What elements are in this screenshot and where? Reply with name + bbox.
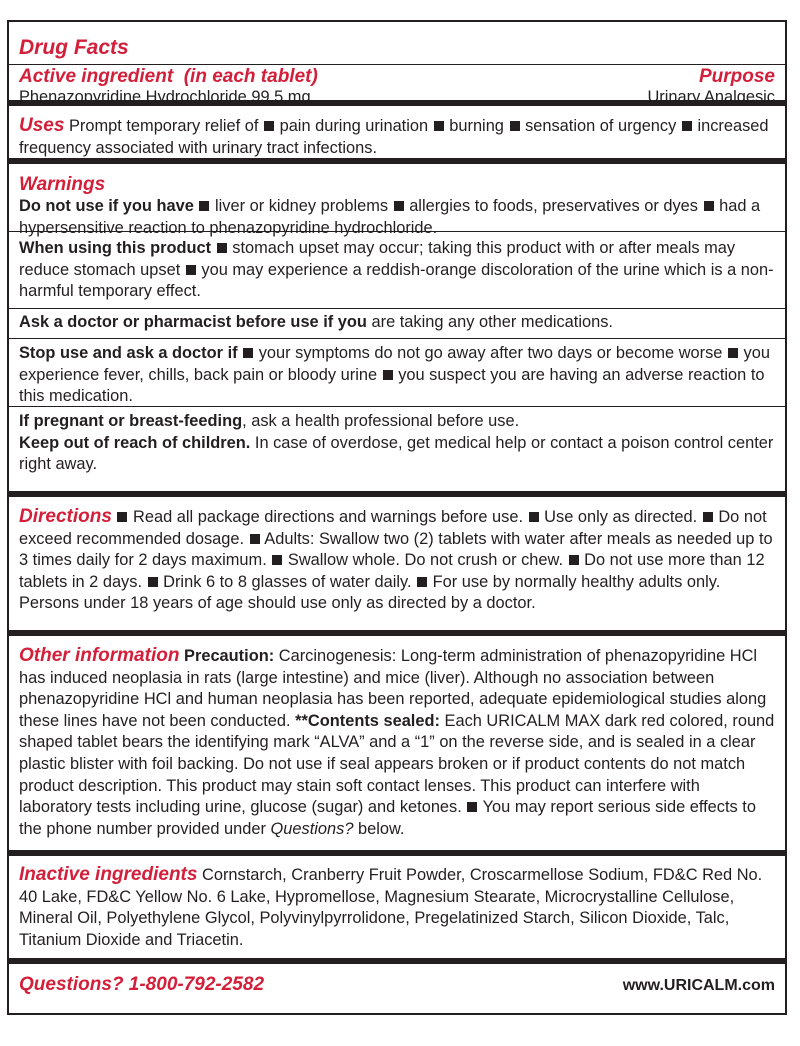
bullet-icon <box>703 512 713 522</box>
direction-item: Do not exceed recommended dosage. <box>19 508 767 548</box>
website-url: www.URICALM.com <box>622 977 775 994</box>
active-ingredient-header-row <box>19 66 775 88</box>
ingredient-name: Phenazopyridine Hydrochloride 99.5 mg <box>19 88 311 106</box>
precaution-text: Carcinogenesis: Long-term administration of phenazopyridine HCl has induced neoplasia in rats (large intestine) and mice (liver). Although no association between phenazopyridine HCl and human neoplasia has been reported, adequate epidemiological studies along these lines have not been conducted. <box>19 647 767 730</box>
warnings-pregnant-keep <box>9 407 785 476</box>
active-ingredient-label: Active ingredient <box>19 66 174 87</box>
warning-item: stomach upset may occur; taking this product with or after meals may reduce stomach upset <box>19 239 736 279</box>
uses-text <box>19 115 775 159</box>
bullet-icon <box>569 555 579 565</box>
bullet-icon <box>704 201 714 211</box>
uses-item: pain during urination <box>279 117 429 135</box>
bullet-icon <box>117 512 127 522</box>
bullet-icon <box>199 201 209 211</box>
uses-item: sensation of urgency <box>525 117 677 135</box>
direction-item: Swallow whole. Do not crush or chew. <box>287 551 564 570</box>
direction-item: Read all package directions and warnings before use. <box>133 508 524 526</box>
active-ingredient-qualifier: (in each tablet) <box>183 66 318 87</box>
directions-heading: Directions <box>19 506 112 527</box>
leader-dots: ..................................................................... <box>314 88 629 106</box>
uses-intro: Prompt temporary relief of <box>68 117 259 135</box>
drug-facts-panel <box>7 20 787 1015</box>
uses-heading: Uses <box>19 115 65 136</box>
directions-section <box>9 497 785 636</box>
bullet-icon <box>682 121 692 131</box>
other-information-text <box>19 645 775 840</box>
warning-item: you suspect you are having an adverse reaction to this medication. <box>19 365 765 406</box>
direction-item: Do not use more than 12 tablets in 2 days. <box>19 551 765 591</box>
uses-item: burning <box>449 117 504 135</box>
drug-facts-title: Drug Facts <box>9 36 785 65</box>
bullet-icon <box>186 265 196 275</box>
directions-text <box>19 506 775 615</box>
ask-doctor-body: are taking any other medications. <box>371 313 613 331</box>
bullet-icon <box>728 348 738 358</box>
inactive-ingredients-text <box>19 864 775 951</box>
bullet-icon <box>272 555 282 565</box>
pregnant-text <box>19 411 775 433</box>
purpose-label: Purpose <box>698 66 775 87</box>
keep-out-body: In case of overdose, get medical help or contact a poison control center right away. <box>19 433 774 474</box>
ask-doctor-text <box>19 312 775 334</box>
warnings-ask-doctor <box>9 309 785 339</box>
warning-item: you may experience a reddish-orange discoloration of the urine which is a non-harmful temporary effect. <box>19 260 774 301</box>
active-ingredient-heading <box>19 66 318 88</box>
keep-out-text <box>19 433 775 476</box>
uses-section <box>9 106 785 164</box>
ask-doctor-label: Ask a doctor or pharmacist before use if you <box>19 313 367 331</box>
direction-item: For use by normally healthy adults only. Persons under 18 years of age should use only as directed by a doctor. <box>19 572 721 613</box>
bullet-icon <box>217 243 227 253</box>
bullet-icon <box>394 201 404 211</box>
report-end: below. <box>358 819 405 838</box>
warning-item: had a hypersensitive reaction to phenazopyridine hydrochloride. <box>19 197 761 237</box>
do-not-use-label: Do not use if you have <box>19 197 194 215</box>
bullet-icon <box>383 370 393 380</box>
bullet-icon <box>434 121 444 131</box>
bullet-icon <box>148 577 158 587</box>
keep-out-label: Keep out of reach of children. <box>19 433 251 452</box>
bullet-icon <box>510 121 520 131</box>
warnings-section <box>9 164 785 497</box>
pregnant-label: If pregnant or breast-feeding <box>19 412 243 430</box>
bullet-icon <box>264 121 274 131</box>
when-using-label: When using this product <box>19 239 212 257</box>
questions-phone: Questions? 1-800-792-2582 <box>19 974 265 995</box>
other-information-heading: Other information <box>19 645 180 666</box>
inactive-ingredients-heading: Inactive ingredients <box>19 864 198 885</box>
bullet-icon <box>529 512 539 522</box>
when-using-text <box>19 238 775 303</box>
warning-item: allergies to foods, preservatives or dyes <box>409 197 698 215</box>
warnings-when-using <box>9 232 785 309</box>
bullet-icon <box>250 534 260 544</box>
warning-item: your symptoms do not go away after two days or become worse <box>258 344 723 362</box>
stop-use-label: Stop use and ask a doctor if <box>19 344 238 362</box>
other-information-section <box>9 636 785 856</box>
pregnant-body: , ask a health professional before use. <box>242 412 520 430</box>
contents-sealed-label: **Contents sealed: <box>295 711 440 730</box>
direction-item: Adults: Swallow two (2) tablets with water after meals as needed up to 3 times daily for 2 days maximum. <box>19 529 773 570</box>
warning-item: liver or kidney problems <box>214 197 389 215</box>
footer-row <box>9 964 785 996</box>
ingredient-purpose: Urinary Analgesic <box>647 88 775 106</box>
inactive-ingredients-section <box>9 856 785 964</box>
stop-use-text <box>19 343 775 408</box>
bullet-icon <box>243 348 253 358</box>
drug-facts-header <box>9 22 785 106</box>
warnings-heading: Warnings <box>19 174 106 195</box>
warnings-stop-use <box>9 339 785 407</box>
direction-item: Drink 6 to 8 glasses of water daily. <box>163 572 412 591</box>
bullet-icon <box>417 577 427 587</box>
contents-sealed-text: Each URICALM MAX dark red colored, round shaped tablet bears the identifying mark “ALVA” and a “1” on the reverse side, and is sealed in a clear plastic blister with foil backing. Do not use if seal appears broken or if product contents do not match product description. This product may stain soft contact lenses. This product can interfere with laboratory tests including urine, glucose (sugar) and ketones. <box>19 711 775 817</box>
questions-reference: Questions? <box>270 819 354 838</box>
bullet-icon <box>467 802 477 812</box>
warning-item: you experience fever, chills, back pain or bloody urine <box>19 344 770 384</box>
warnings-do-not-use <box>9 164 785 237</box>
direction-item: Use only as directed. <box>544 508 698 526</box>
precaution-label: Precaution: <box>184 647 275 665</box>
report-text: You may report serious side effects to the phone number provided under <box>19 798 756 838</box>
inactive-ingredients-list: Cornstarch, Cranberry Fruit Powder, Croscarmellose Sodium, FD&C Red No. 40 Lake, FD&C Yellow No. 6 Lake, Hypromellose, Magnesium Stearate, Microcrystalline Cellulose, Mineral Oil, Polyethylene Glycol, Polyvinylpyrrolidone, Pregelatinized Starch, Silicon Dioxide, Talc, Titanium Dioxide and Triacetin. <box>19 866 763 949</box>
uses-item: increased frequency associated with urinary tract infections. <box>19 117 769 157</box>
